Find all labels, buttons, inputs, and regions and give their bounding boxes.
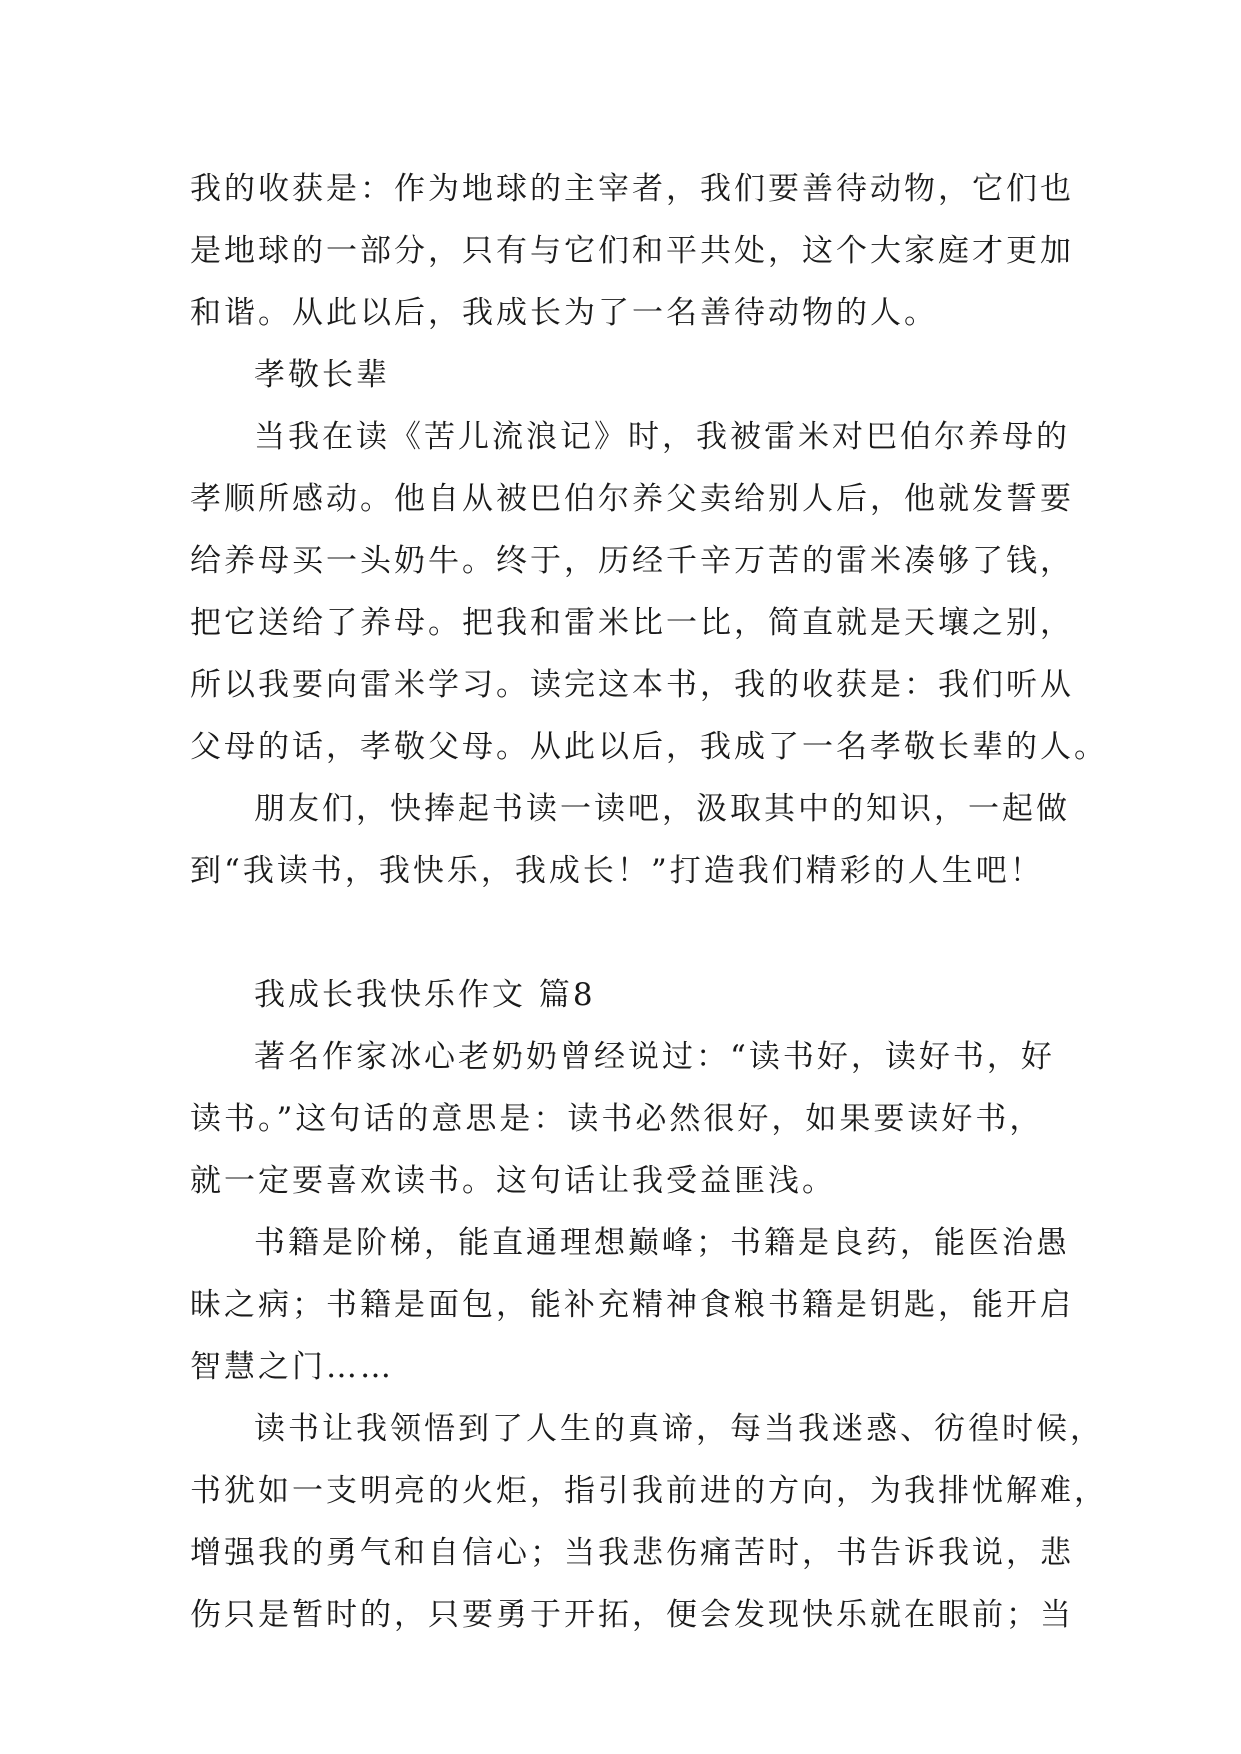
text-line: 昧之病；书籍是面包，能补充精神食粮书籍是钥匙，能开启 [190,1287,1074,1323]
text-line: 朋友们，快捧起书读一读吧，汲取其中的知识，一起做 [254,791,1070,827]
text-line: 到“我读书，我快乐，我成长！”打造我们精彩的人生吧！ [190,853,1044,889]
text-line: 书犹如一支明亮的火炬，指引我前进的方向，为我排忧解难， [190,1473,1108,1509]
text-line: 就一定要喜欢读书。这句话让我受益匪浅。 [190,1163,836,1199]
text-line: 读书让我领悟到了人生的真谛，每当我迷惑、彷徨时候， [254,1411,1104,1447]
text-line: 我的收获是：作为地球的主宰者，我们要善待动物，它们也 [190,171,1074,207]
text-line: 当我在读《苦儿流浪记》时，我被雷米对巴伯尔养母的 [254,419,1070,455]
document-body [190,158,1108,1646]
text-line: 和谐。从此以后，我成长为了一名善待动物的人。 [190,295,938,331]
text-line: 把它送给了养母。把我和雷米比一比，简直就是天壤之别， [190,605,1074,641]
text-line: 读书。”这句话的意思是：读书必然很好，如果要读好书， [190,1101,1044,1137]
text-line: 是地球的一部分，只有与它们和平共处，这个大家庭才更加 [190,233,1074,269]
text-line: 父母的话，孝敬父母。从此以后，我成了一名孝敬长辈的人。 [190,729,1108,765]
text-line: 所以我要向雷米学习。读完这本书，我的收获是：我们听从 [190,667,1074,703]
text-line: 伤只是暂时的，只要勇于开拓，便会发现快乐就在眼前；当 [190,1597,1074,1633]
text-line: 著名作家冰心老奶奶曾经说过：“读书好，读好书，好 [254,1039,1055,1075]
article-title: 我成长我快乐作文 篇8 [254,977,596,1013]
text-line: 孝顺所感动。他自从被巴伯尔养父卖给别人后，他就发誓要 [190,481,1074,517]
text-line: 智慧之门…… [190,1349,394,1385]
section-heading: 孝敬长辈 [254,357,390,393]
text-line: 给养母买一头奶牛。终于，历经千辛万苦的雷米凑够了钱， [190,543,1074,579]
text-line: 增强我的勇气和自信心；当我悲伤痛苦时，书告诉我说，悲 [190,1535,1074,1571]
paragraph-gap [190,902,1090,964]
text-line: 书籍是阶梯，能直通理想巅峰；书籍是良药，能医治愚 [254,1225,1070,1261]
